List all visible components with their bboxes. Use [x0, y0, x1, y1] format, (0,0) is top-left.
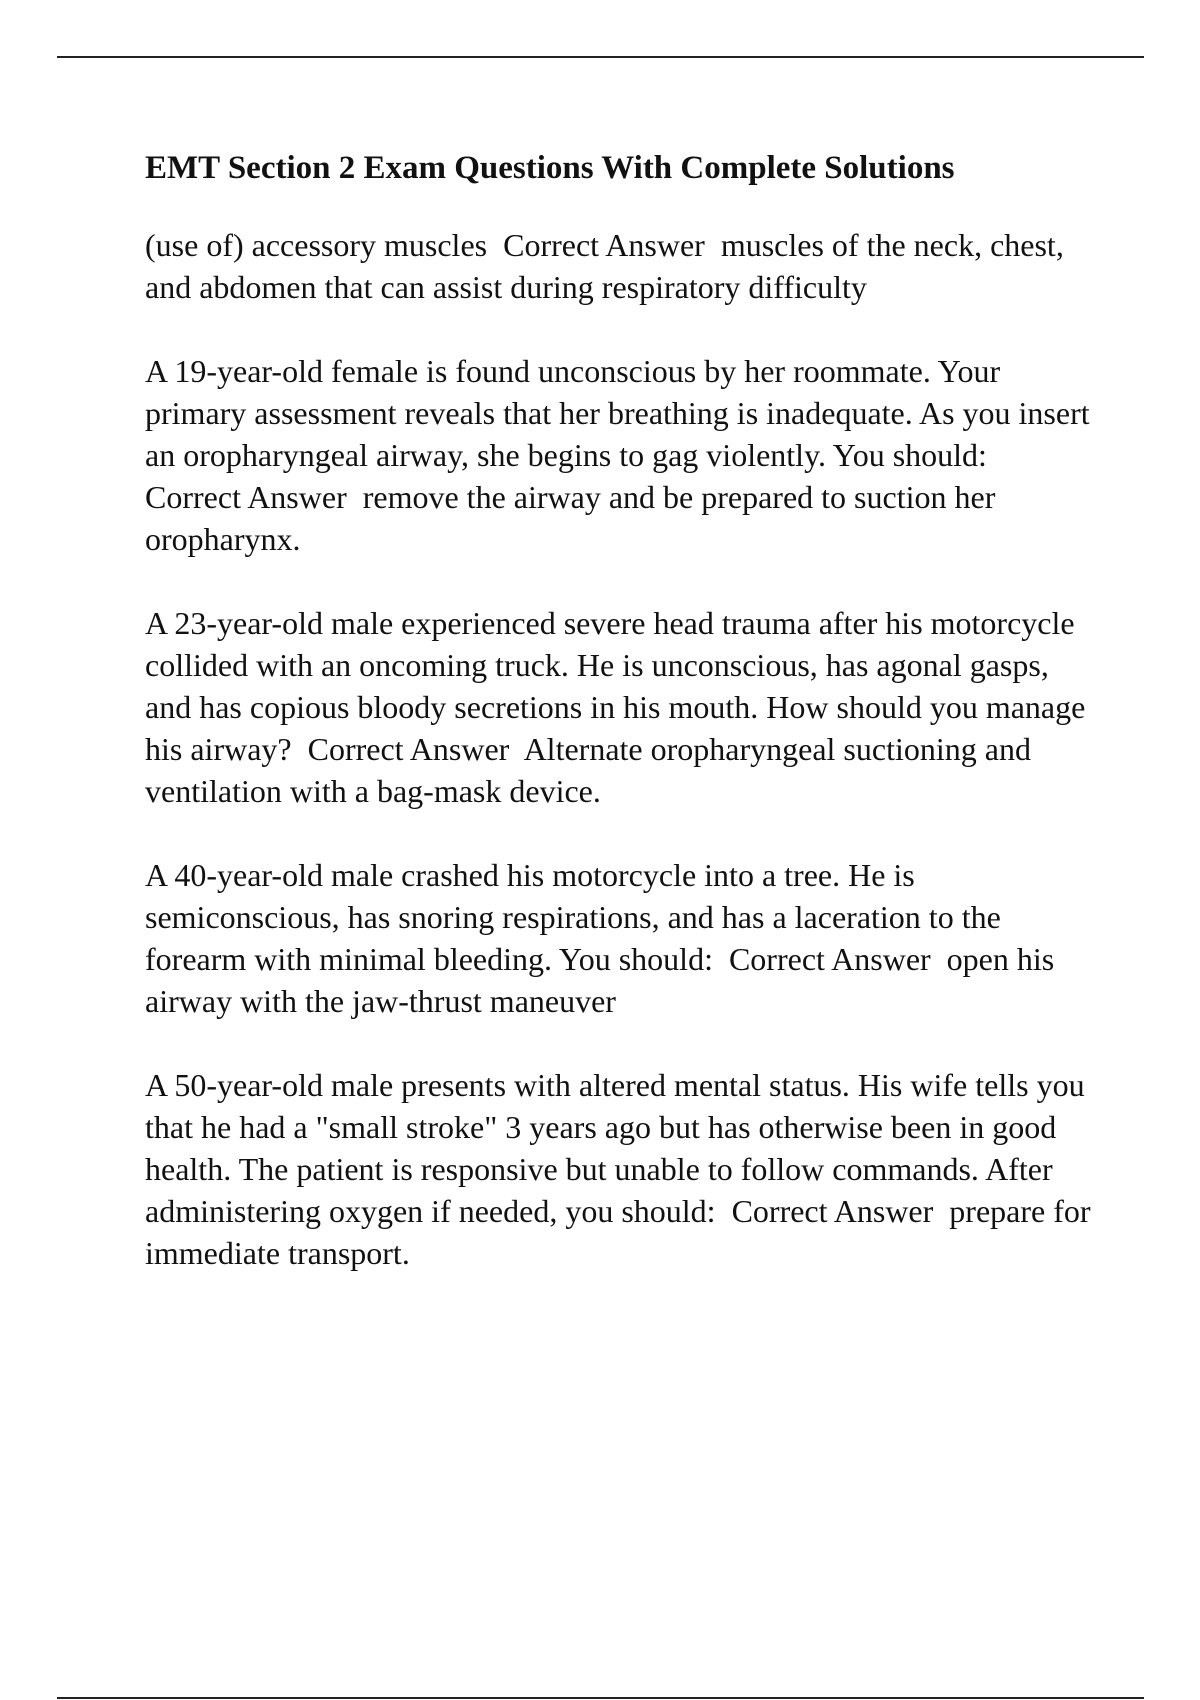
qa-item — [145, 224, 1095, 308]
document-title: EMT Section 2 Exam Questions With Complete Solutions — [145, 150, 955, 186]
answer-label: Correct Answer — [503, 227, 705, 263]
qa-item — [145, 854, 1095, 1022]
question-text: A 19-year-old female is found unconscious by her roommate. Your primary assessment reveals that her breathing is inadequate. As you insert an oropharyngeal airway, she begins to gag violently. You should: — [145, 353, 1098, 473]
qa-list — [145, 224, 1099, 1274]
qa-item — [145, 350, 1098, 560]
answer-text: remove the airway and be prepared to suction her oropharynx. — [145, 479, 1004, 557]
answer-label: Correct Answer — [307, 731, 510, 767]
qa-item — [145, 602, 1095, 812]
question-text: A 50-year-old male presents with altered mental status. His wife tells you that he had a "small stroke" 3 years ago but has otherwise been in good health. The patient is responsive but unable to follow commands. After administering oxygen if needed, you should: — [145, 1067, 1093, 1229]
qa-item — [145, 1064, 1099, 1274]
answer-label: Correct Answer — [728, 941, 931, 977]
top-rule — [57, 56, 1144, 58]
answer-text: Alternate oropharyngeal suctioning and ventilation with a bag-mask device. — [145, 731, 1039, 809]
answer-text: muscles of the neck, chest, and abdomen that can assist during respiratory difficulty — [145, 227, 1072, 305]
question-text: (use of) accessory muscles — [145, 227, 488, 263]
document-body — [145, 142, 1099, 1316]
bottom-rule — [57, 1697, 1144, 1699]
question-text: A 40-year-old male crashed his motorcycle into a tree. He is semiconscious, has snoring respirations, and has a laceration to the forearm with minimal bleeding. You should: — [145, 857, 1009, 977]
answer-label: Correct Answer — [731, 1193, 934, 1229]
question-text: A 23-year-old male experienced severe head trauma after his motorcycle collided with an oncoming truck. He is unconscious, has agonal gasps, and has copious bloody secretions in his mouth. How should you manage his airway? — [145, 605, 1094, 767]
answer-label: Correct Answer — [145, 479, 347, 515]
answer-text: prepare for immediate transport. — [145, 1193, 1099, 1271]
answer-text: open his airway with the jaw-thrust maneuver — [145, 941, 1063, 1019]
